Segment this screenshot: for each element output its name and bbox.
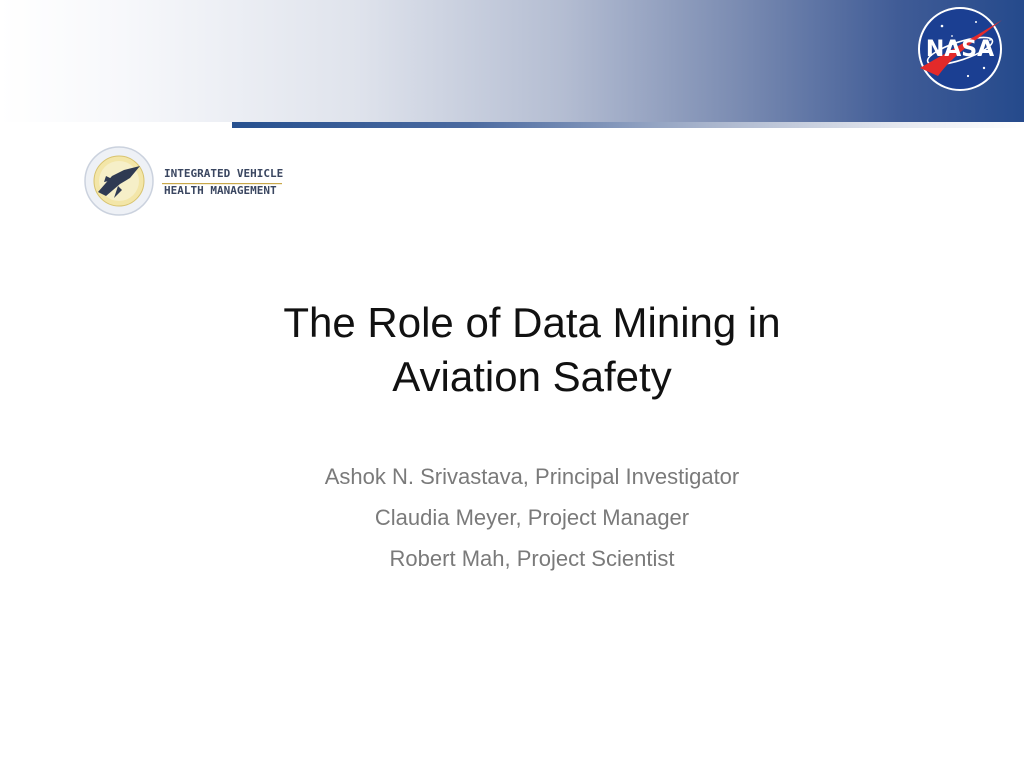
author-line: Robert Mah, Project Scientist	[389, 546, 675, 571]
ivhm-logo-line2: HEALTH MANAGEMENT	[164, 184, 277, 197]
ivhm-logo	[84, 146, 284, 216]
author-line: Claudia Meyer, Project Manager	[374, 505, 690, 530]
slide-title	[112, 296, 952, 404]
slide-title-line: The Role of Data Mining in	[283, 299, 781, 346]
header-gradient-band	[0, 0, 1024, 122]
ivhm-logo-line1: INTEGRATED VEHICLE	[164, 167, 284, 180]
nasa-logo-text: NASA	[925, 37, 995, 62]
nasa-meatball-icon	[914, 6, 1006, 92]
slide-title-line: Aviation Safety	[392, 353, 672, 400]
author-list	[112, 460, 952, 583]
header-rule	[232, 122, 1024, 128]
author-line: Ashok N. Srivastava, Principal Investigator	[324, 464, 740, 489]
ivhm-shuttle-seal-icon	[84, 146, 284, 216]
nasa-logo	[914, 6, 1006, 92]
